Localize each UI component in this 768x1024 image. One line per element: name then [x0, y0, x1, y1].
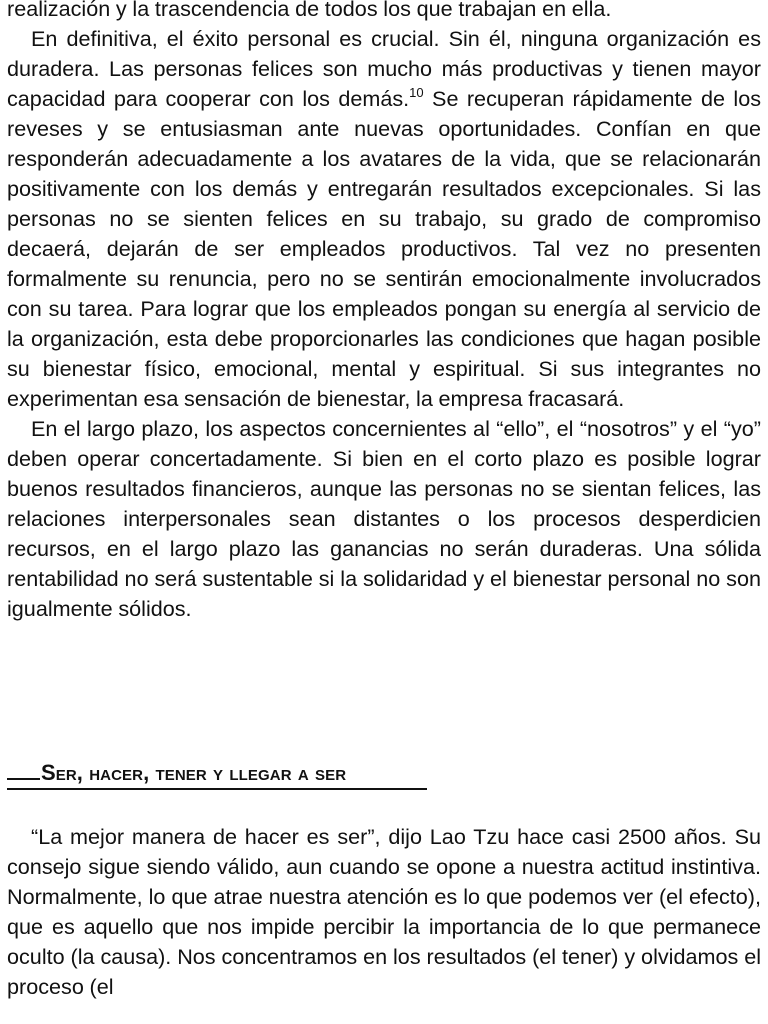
footnote-marker[interactable]: 10 [409, 85, 424, 100]
paragraph-personal-success [7, 24, 761, 414]
paragraph-continuation: realización y la trascendencia de todos los que trabajan en ella. [7, 0, 612, 21]
paragraph-long-term: En el largo plazo, los aspectos concernientes al “ello”, el “nosotros” y el “yo” deben operar concertadamente. Si bien en el corto plazo es posible lograr buenos resultados financieros, aunque las personas no se sientan felices, las relaciones interpersonales sean distantes o los procesos desperdicien recursos, en el largo plazo las ganancias no serán duraderas. Una sólida rentabilidad no será sustentable si la solidaridad y el bienestar personal no son igualmente sólidos. [7, 416, 761, 621]
paragraph-lao-tzu: “La mejor manera de hacer es ser”, dijo Lao Tzu hace casi 2500 años. Su consejo sigue siendo válido, aun cuando se opone a nuestra actitud instintiva. Normalmente, lo que atrae nuestra atención es lo que podemos ver (el efecto), que es aquello que nos impide percibir la importancia de lo que permanece oculto (la causa). Nos concentramos en los resultados (el tener) y olvidamos el proceso (el [7, 824, 761, 999]
heading-lead-rule [7, 777, 40, 780]
paragraph-text-after-footnote: Se recuperan rápidamente de los reveses y se entusiasman ante nuevas oportunidades. Confían en que responderán adecuadamente a los avatares de la vida, que se relacionarán positivamente con los demás y entregarán resultados excepcionales. Si las personas no se sienten felices en su trabajo, su grado de compromiso decaerá, dejarán de ser empleados productivos. Tal vez no presenten formalmente su renuncia, pero no se sentirán emocionalmente involucrados con su tarea. Para lograr que los empleados pongan su energía al servicio de la organización, esta debe proporcionarles las condiciones que hagan posible su bienestar físico, emocional, mental y espiritual. Si sus integrantes no experimentan esa sensación de bienestar, la empresa fracasará. [7, 86, 761, 411]
body-text-top [7, 0, 761, 624]
heading-underline [7, 788, 427, 790]
section-heading-text: Ser, hacer, tener y llegar a ser [41, 760, 347, 785]
section-heading [7, 758, 346, 789]
body-text-bottom [7, 822, 761, 1002]
paragraph-text-before-footnote: En definitiva, el éxito personal es crucial. Sin él, ninguna organización es duradera. Las personas felices son mucho más productivas y tienen mayor capacidad para cooperar con los demás. [7, 26, 761, 111]
